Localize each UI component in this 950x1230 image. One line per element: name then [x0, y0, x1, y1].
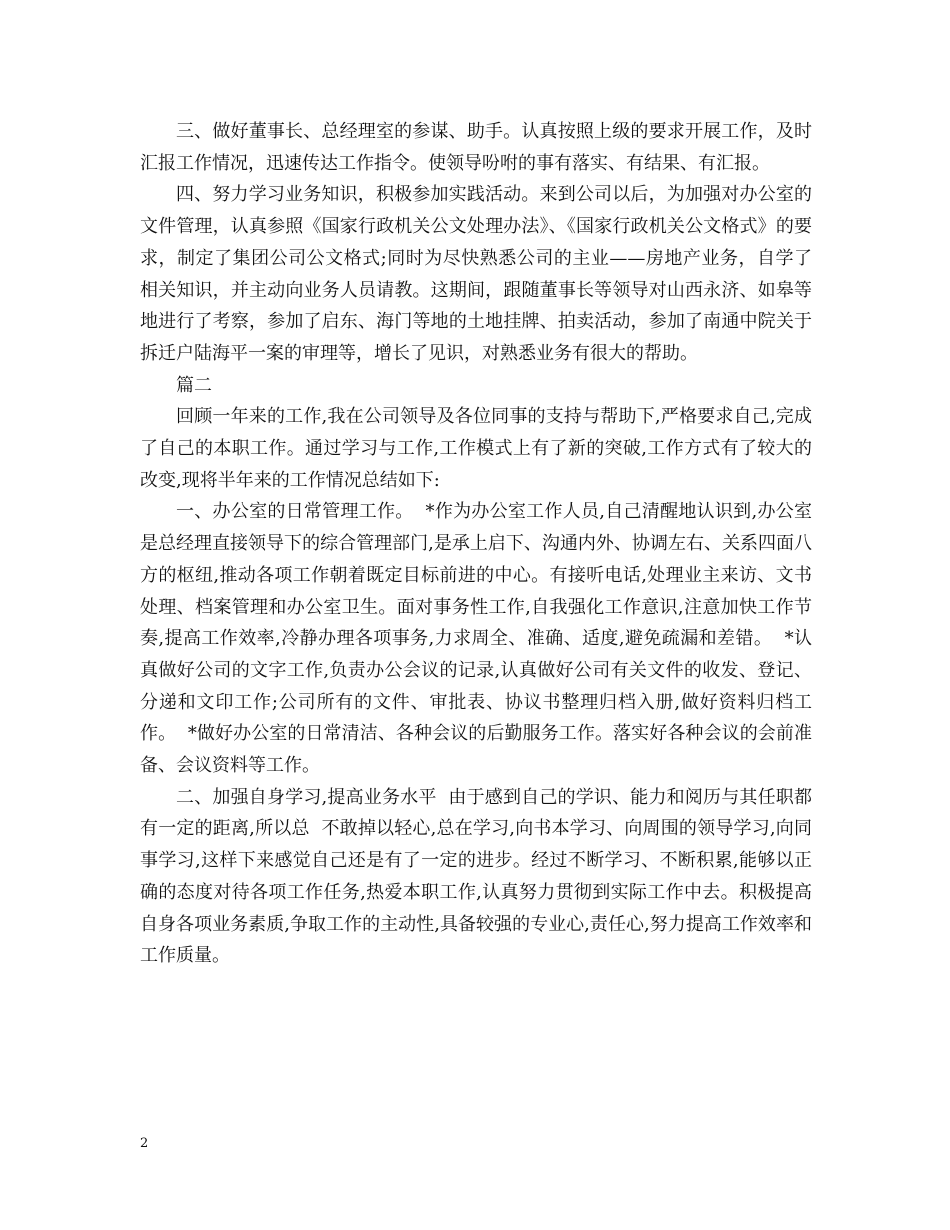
paragraph-office-management: 一、办公室的日常管理工作。 *作为办公室工作人员,自己清醒地认识到,办公室是总经理直接领导下的综合管理部门,是承上启下、沟通内外、协调左右、关系四面八方的枢纽,推动各项工作朝着既定目标前进的中心。有接听电话,处理业主来访、文书处理、档案管理和办公室卫生。面对事务性工作,自我强化工作意识,注意加快工作节奏,提高工作效率,冷静办理各项事务,力求周全、准确、适度,避免疏漏和差错。 *认真做好公司的文字工作,负责办公会议的记录,认真做好公司有关文件的收发、登记、分递和文印工作;公司所有的文件、审批表、协议书整理归档入册,做好资料归档工作。 *做好办公室的日常清洁、各种会议的后勤服务工作。落实好各种会议的会前准备、会议资料等工作。	[140, 501, 812, 777]
section-heading-part-two: 篇二	[176, 374, 212, 396]
document-body	[140, 116, 812, 972]
page-number: 2	[140, 1136, 149, 1151]
paragraph-self-study: 二、加强自身学习,提高业务水平 由于感到自己的学识、能力和阅历与其任职都有一定的距离,所以总 不敢掉以轻心,总在学习,向书本学习、向周围的领导学习,向同事学习,这样下来感觉自己还是有了一定的进步。经过不断学习、不断积累,能够以正确的态度对待各项工作任务,热爱本职工作,认真努力贯彻到实际工作中去。积极提高自身各项业务素质,争取工作的主动性,具备较强的专业心,责任心,努力提高工作效率和工作质量。	[140, 786, 812, 967]
paragraph-review: 回顾一年来的工作,我在公司领导及各位同事的支持与帮助下,严格要求自己,完成了自己的本职工作。通过学习与工作,工作模式上有了新的突破,工作方式有了较大的改变,现将半年来的工作情况总结如下:	[140, 406, 812, 491]
paragraph-4-study: 四、努力学习业务知识，积极参加实践活动。来到公司以后，为加强对办公室的文件管理，认真参照《国家行政机关公文处理办法》、《国家行政机关公文格式》的要求，制定了集团公司公文格式;同时为尽快熟悉公司的主业——房地产业务，自学了相关知识，并主动向业务人员请教。这期间，跟随董事长等领导对山西永济、如皋等地进行了考察，参加了启东、海门等地的土地挂牌、拍卖活动，参加了南通中院关于拆迁户陆海平一案的审理等，增长了见识，对熟悉业务有很大的帮助。	[140, 184, 812, 364]
paragraph-3-advisor: 三、做好董事长、总经理室的参谋、助手。认真按照上级的要求开展工作，及时汇报工作情况，迅速传达工作指令。使领导吩咐的事有落实、有结果、有汇报。	[140, 121, 812, 174]
